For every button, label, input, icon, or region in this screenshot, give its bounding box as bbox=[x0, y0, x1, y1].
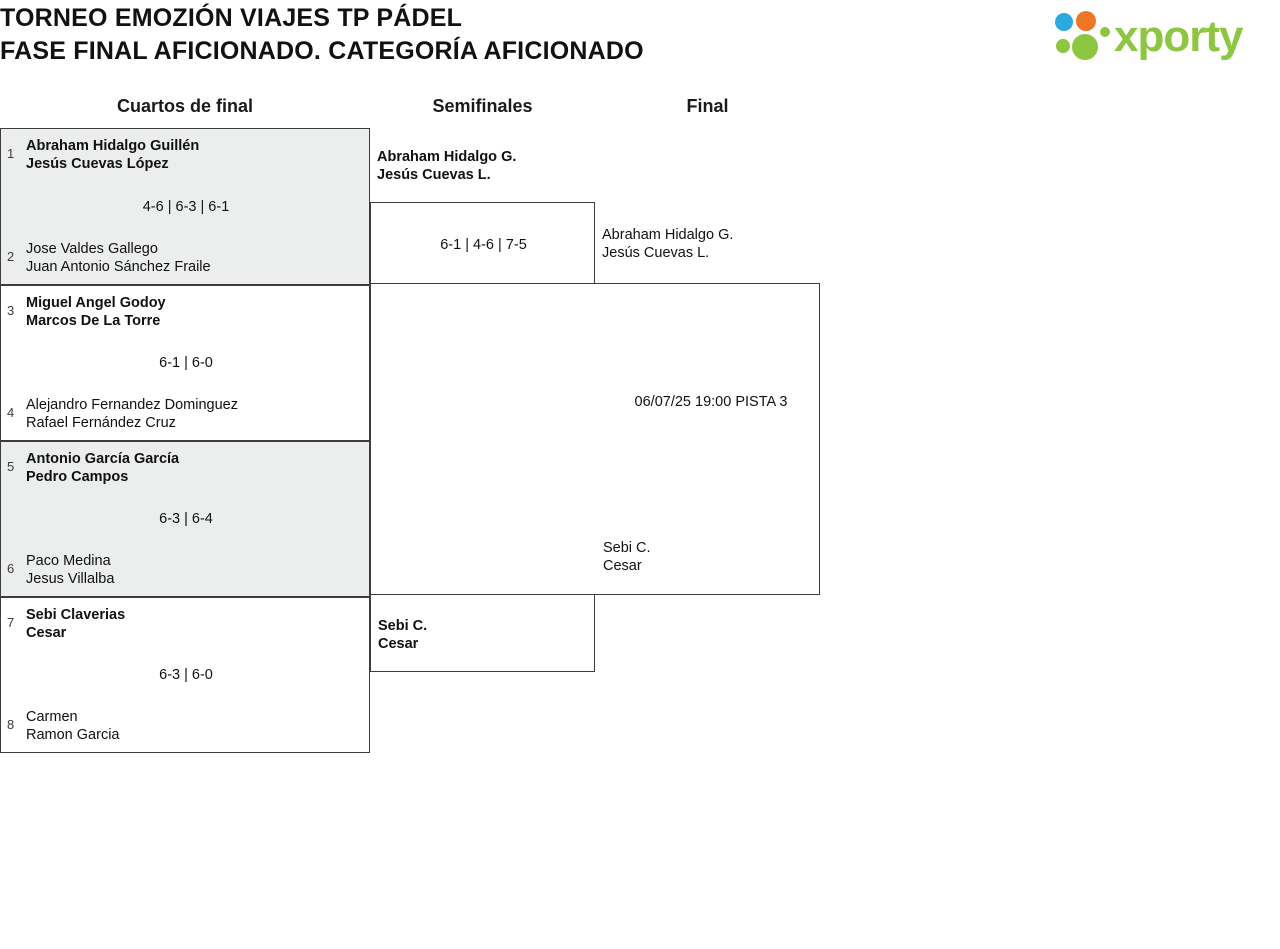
match-score: 6-3 | 6-4 bbox=[159, 511, 213, 527]
xporty-logo bbox=[1052, 6, 1272, 68]
round-header-final: Final bbox=[686, 96, 729, 116]
match-box-final[interactable] bbox=[370, 283, 820, 595]
team-player-1: Abraham Hidalgo Guillén bbox=[26, 138, 200, 154]
team-player-2: Rafael Fernández Cruz bbox=[26, 415, 176, 431]
team-player-2: Jesús Cuevas L. bbox=[377, 167, 491, 183]
team-player-1: Antonio García García bbox=[26, 451, 180, 467]
seed-number: 2 bbox=[7, 249, 15, 264]
match-box-qf-3[interactable] bbox=[0, 441, 370, 597]
team-player-1: Abraham Hidalgo G. bbox=[602, 227, 734, 243]
tournament-title-line-2: FASE FINAL AFICIONADO. CATEGORÍA AFICIONADO bbox=[0, 37, 644, 65]
team-player-2: Jesus Villalba bbox=[26, 571, 115, 587]
team-player-1: Abraham Hidalgo G. bbox=[377, 149, 517, 165]
team-player-1: Sebi C. bbox=[603, 540, 651, 556]
match-box-qf-2[interactable] bbox=[0, 285, 370, 441]
team-player-1: Carmen bbox=[26, 709, 78, 725]
team-player-1: Alejandro Fernandez Dominguez bbox=[26, 397, 238, 413]
team-player-2: Juan Antonio Sánchez Fraile bbox=[26, 259, 211, 275]
match-score: 4-6 | 6-3 | 6-1 bbox=[142, 199, 230, 215]
seed-number: 4 bbox=[7, 405, 15, 420]
tournament-title-line-1: TORNEO EMOZIÓN VIAJES TP PÁDEL bbox=[0, 4, 463, 32]
team-player-1: Jose Valdes Gallego bbox=[26, 241, 158, 257]
team-player-2: Cesar bbox=[378, 636, 419, 652]
match-box-qf-4[interactable] bbox=[0, 597, 370, 753]
match-score: 6-1 | 4-6 | 7-5 bbox=[440, 237, 527, 253]
round-header-quarterfinals: Cuartos de final bbox=[116, 96, 254, 116]
match-schedule: 06/07/25 19:00 PISTA 3 bbox=[634, 394, 788, 410]
xporty-logo-icon bbox=[1052, 10, 1114, 68]
match-score: 6-3 | 6-0 bbox=[159, 667, 213, 683]
xporty-logo-text: xporty bbox=[1114, 12, 1243, 61]
seed-number: 5 bbox=[7, 459, 15, 474]
seed-number: 6 bbox=[7, 561, 15, 576]
seed-number: 8 bbox=[7, 717, 15, 732]
round-header-semifinals: Semifinales bbox=[432, 96, 533, 116]
team-player-2: Jesús Cuevas L. bbox=[602, 245, 710, 261]
seed-number: 3 bbox=[7, 303, 15, 318]
team-player-1: Sebi C. bbox=[378, 618, 428, 634]
team-player-2: Ramon Garcia bbox=[26, 727, 120, 743]
team-player-1: Miguel Angel Godoy bbox=[26, 295, 166, 311]
team-player-2: Cesar bbox=[26, 625, 67, 641]
team-player-1: Paco Medina bbox=[26, 553, 111, 569]
team-player-2: Cesar bbox=[603, 558, 642, 574]
tournament-title bbox=[0, 0, 900, 68]
team-player-2: Jesús Cuevas López bbox=[26, 156, 169, 172]
seed-number: 7 bbox=[7, 615, 15, 630]
team-player-2: Marcos De La Torre bbox=[26, 313, 161, 329]
match-box-qf-1[interactable] bbox=[0, 128, 370, 285]
team-player-1: Sebi Claverias bbox=[26, 607, 126, 623]
match-score: 6-1 | 6-0 bbox=[159, 355, 213, 371]
team-player-2: Pedro Campos bbox=[26, 469, 129, 485]
seed-number: 1 bbox=[7, 146, 15, 161]
